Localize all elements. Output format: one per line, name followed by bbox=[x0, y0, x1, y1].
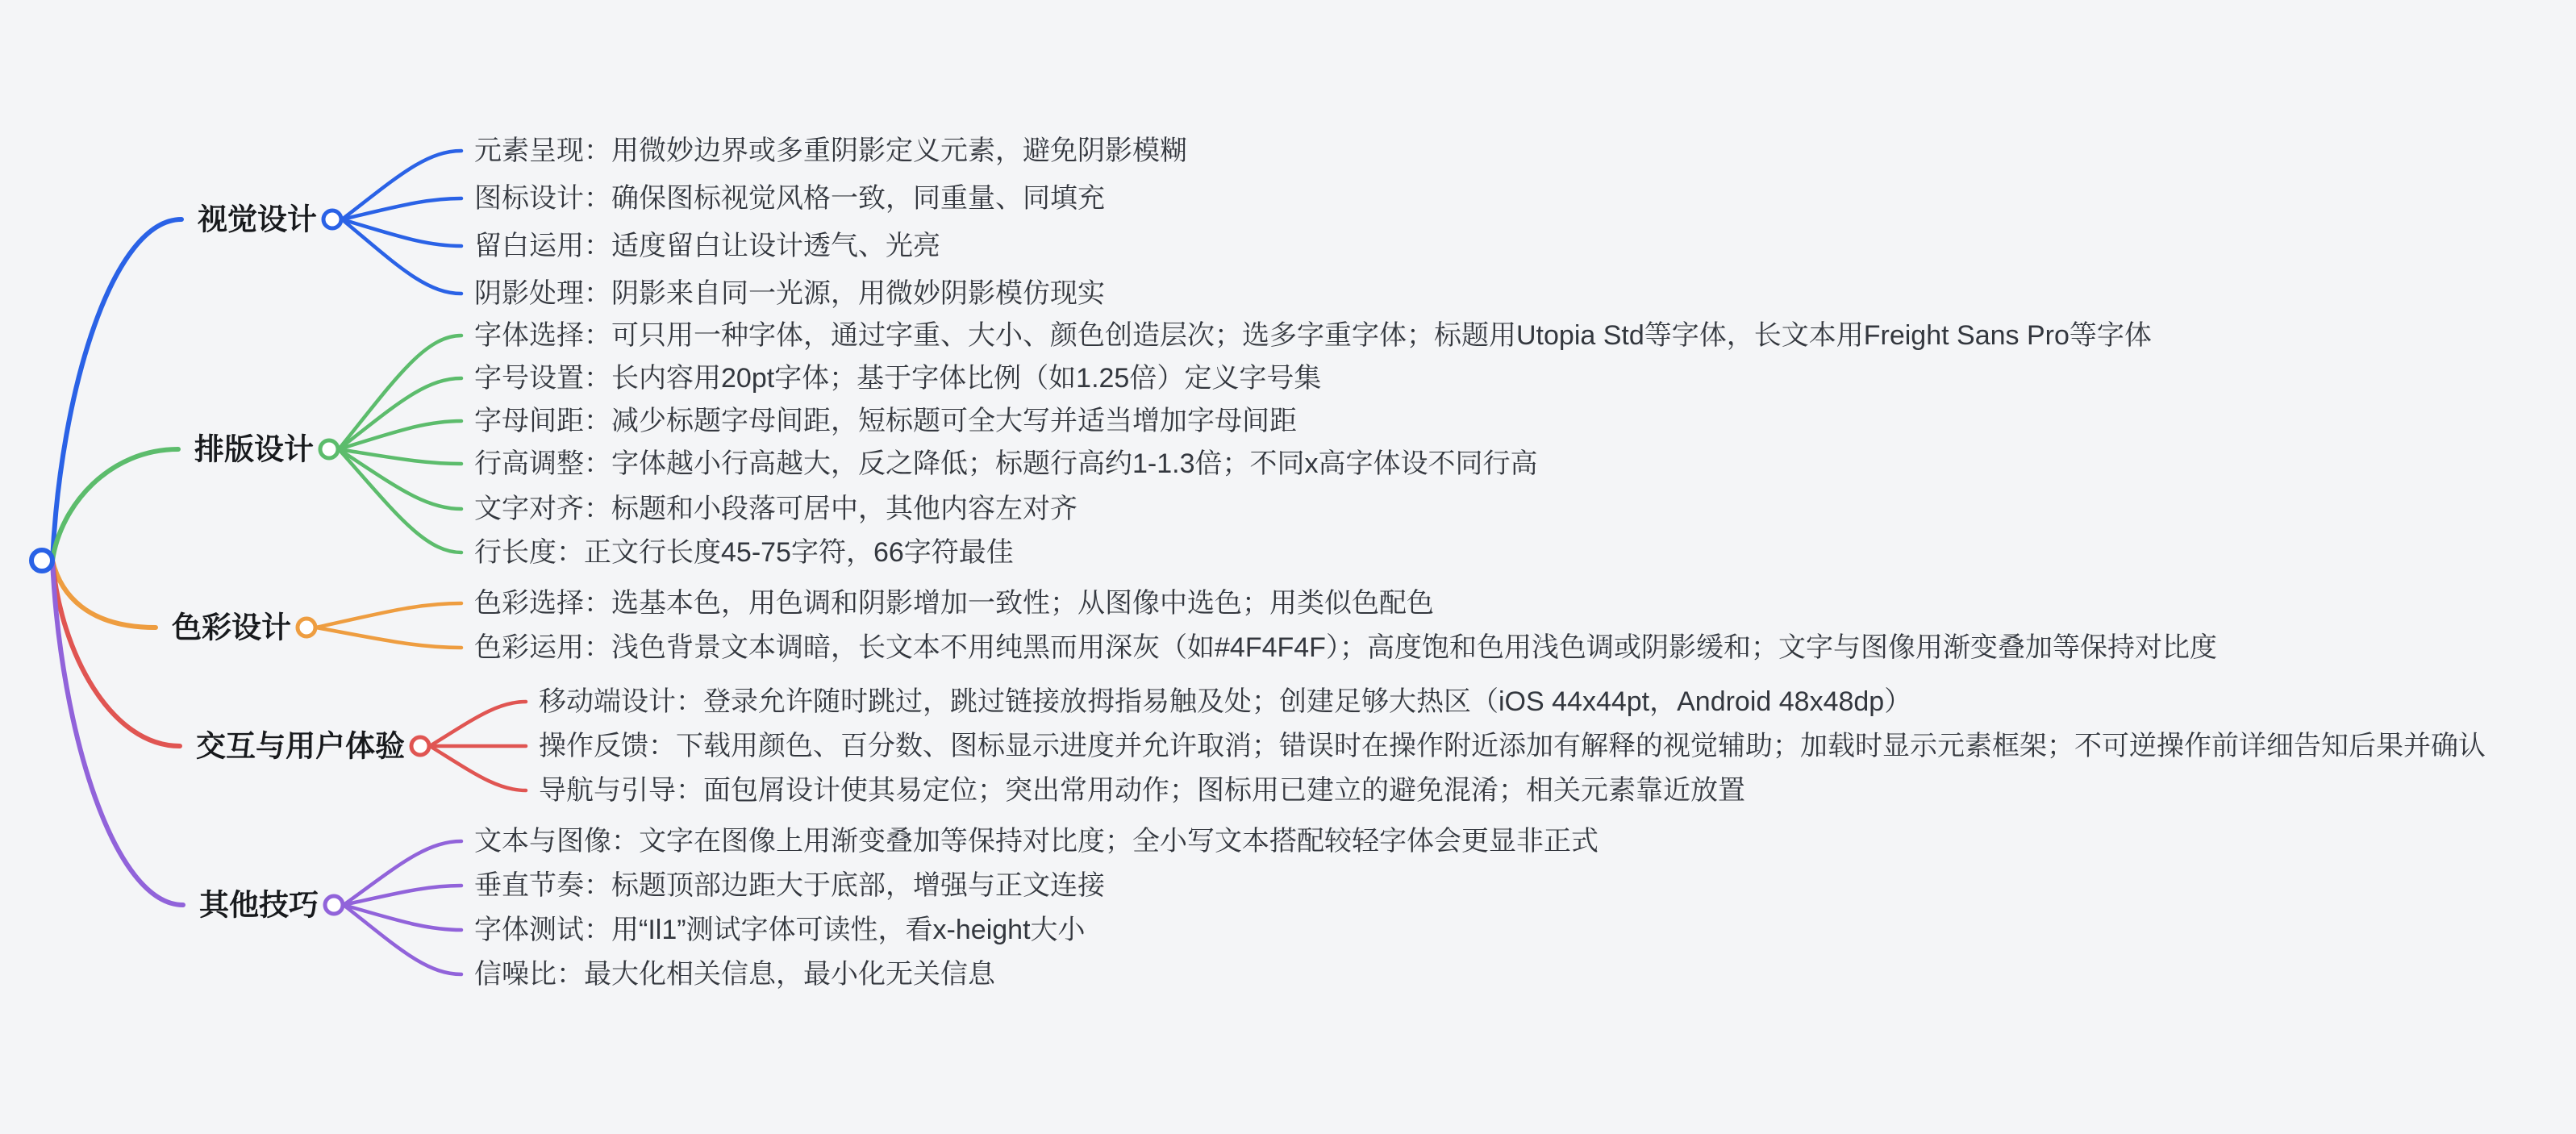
leaf-node[interactable]: 导航与引导：面包屑设计使其易定位；突出常用动作；图标用已建立的避免混淆；相关元素靠近放置 bbox=[539, 775, 1745, 806]
leaf-node[interactable]: 色彩运用：浅色背景文本调暗，长文本不用纯黑而用深灰（如#4F4F4F）；高度饱和色用浅色调或阴影缓和；文字与图像用渐变叠加等保持对比度 bbox=[474, 632, 2217, 663]
leaf-node[interactable]: 字母间距：减少标题字母间距，短标题可全大写并适当增加字母间距 bbox=[474, 406, 1297, 436]
leaf-link bbox=[342, 219, 461, 294]
leaf-node[interactable]: 字体测试：用“Il1”测试字体可读性，看x-height大小 bbox=[474, 915, 1086, 945]
branch-node-circle-3[interactable] bbox=[298, 619, 315, 636]
leaf-node[interactable]: 阴影处理：阴影来自同一光源，用微妙阴影模仿现实 bbox=[474, 278, 1105, 309]
branch-link bbox=[52, 449, 178, 561]
branch-label-2[interactable]: 排版设计 bbox=[194, 432, 314, 466]
branch-link bbox=[52, 561, 183, 905]
branch-node-circle-5[interactable] bbox=[325, 896, 343, 914]
root-node-circle[interactable] bbox=[31, 550, 52, 571]
leaf-link bbox=[344, 841, 461, 905]
branch-label-1[interactable]: 视觉设计 bbox=[198, 202, 317, 236]
leaf-node[interactable]: 移动端设计：登录允许随时跳过，跳过链接放拇指易触及处；创建足够大热区（iOS 44x44pt，Android 48x48dp） bbox=[539, 686, 1912, 717]
leaf-link bbox=[342, 151, 461, 219]
leaf-link bbox=[316, 627, 461, 648]
branch-node-circle-2[interactable] bbox=[320, 440, 338, 458]
branch-label-4[interactable]: 交互与用户体验 bbox=[196, 729, 405, 763]
leaf-link bbox=[342, 198, 461, 219]
leaf-node[interactable]: 色彩选择：选基本色，用色调和阴影增加一致性；从图像中选色；用类似色配色 bbox=[474, 588, 1434, 619]
leaf-node[interactable]: 字体选择：可只用一种字体，通过字重、大小、颜色创造层次；选多字重字体；标题用Utopia Std等字体，长文本用Freight Sans Pro等字体 bbox=[474, 320, 2152, 351]
leaf-link bbox=[316, 603, 461, 627]
leaf-node[interactable]: 操作反馈：下载用颜色、百分数、图标显示进度并允许取消；错误时在操作附近添加有解释的视觉辅助；加载时显示元素框架；不可逆操作前详细告知后果并确认 bbox=[539, 731, 2486, 761]
leaf-node[interactable]: 图标设计：确保图标视觉风格一致，同重量、同填充 bbox=[474, 183, 1105, 214]
leaf-link bbox=[339, 378, 461, 449]
leaf-node[interactable]: 行高调整：字体越小行高越大，反之降低；标题行高约1-1.3倍；不同x高字体设不同行高 bbox=[474, 448, 1538, 479]
branch-node-circle-1[interactable] bbox=[323, 211, 341, 228]
leaf-node[interactable]: 文本与图像：文字在图像上用渐变叠加等保持对比度；全小写文本搭配较轻字体会更显非正式 bbox=[474, 826, 1599, 857]
leaf-link bbox=[430, 702, 526, 746]
leaf-link bbox=[430, 746, 526, 790]
leaf-link bbox=[344, 905, 461, 974]
leaf-node[interactable]: 元素呈现：用微妙边界或多重阴影定义元素，避免阴影模糊 bbox=[474, 135, 1187, 166]
branch-label-3[interactable]: 色彩设计 bbox=[172, 611, 291, 644]
branch-link bbox=[52, 561, 156, 627]
leaf-node[interactable]: 信噪比：最大化相关信息，最小化无关信息 bbox=[474, 959, 995, 990]
branch-label-5[interactable]: 其他技巧 bbox=[199, 888, 319, 922]
leaf-link bbox=[344, 886, 461, 905]
leaf-node[interactable]: 垂直节奏：标题顶部边距大于底部，增强与正文连接 bbox=[474, 870, 1105, 901]
leaf-node[interactable]: 留白运用：适度留白让设计透气、光亮 bbox=[474, 231, 940, 261]
branch-node-circle-4[interactable] bbox=[411, 737, 429, 755]
leaf-node[interactable]: 行长度：正文行长度45-75字符，66字符最佳 bbox=[474, 537, 1014, 568]
leaf-node[interactable]: 字号设置：长内容用20pt字体；基于字体比例（如1.25倍）定义字号集 bbox=[474, 363, 1322, 394]
leaf-node[interactable]: 文字对齐：标题和小段落可居中，其他内容左对齐 bbox=[474, 494, 1078, 524]
